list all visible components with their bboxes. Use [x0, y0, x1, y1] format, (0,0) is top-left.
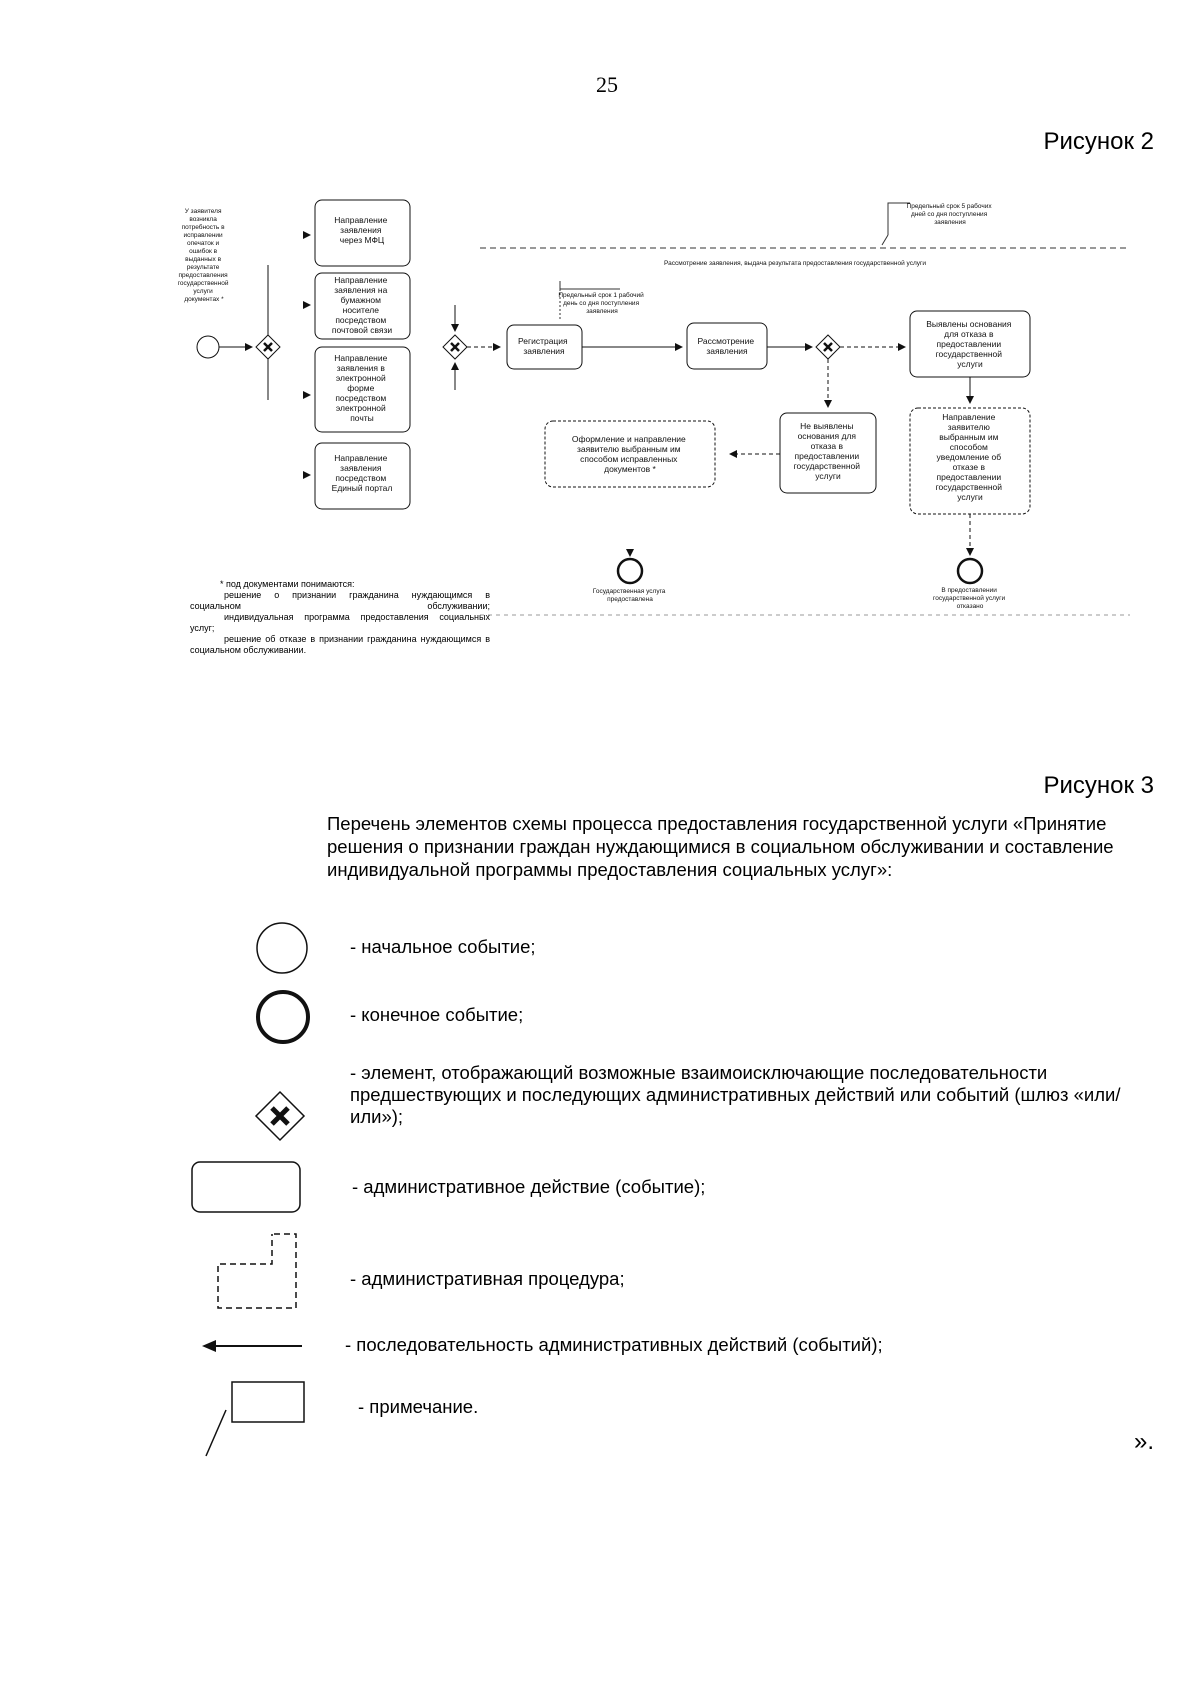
legend-item-start-event: - начальное событие;	[180, 918, 1140, 978]
end-event-icon	[254, 988, 312, 1046]
svg-text:Предельный срок 1 рабочий: Предельный срок 1 рабочий день со дня поступления заявления	[558, 292, 644, 315]
start-event-icon	[254, 920, 310, 976]
footnote-head: * под документами понимаются:	[220, 579, 355, 589]
svg-text:Направление заявления: Направление заявления через МФЦ	[334, 215, 388, 245]
grounds-found-box	[910, 311, 1030, 377]
review-procedure-label: Рассмотрение заявления, выдача результата предоставления государственной услуги	[664, 260, 926, 267]
annotation-icon	[200, 1380, 310, 1460]
svg-text:Рассмотрение заявления: Рассмотрение заявления	[697, 336, 755, 356]
start-condition-label: У заявителя возникла потребность в исправлении опечаток и ошибок в выданных в результате предоставления государственной услуги документах *	[177, 208, 229, 303]
rounded-rect-icon	[190, 1160, 302, 1214]
legend-item-procedure: - административная процедура;	[180, 1232, 1140, 1312]
svg-text:Предельный срок 5 рабочих: Предельный срок 5 рабочих дней со дня поступления заявления	[906, 203, 992, 226]
diagram-footnote	[190, 579, 490, 656]
start-event	[197, 336, 219, 358]
legend-heading: Перечень элементов схемы процесса предоставления государственной услуги «Принятие решения о признании граждан нуждающимися в социальном обслуживании и составление индивидуальной программы предоставления социальных услуг»:	[327, 813, 1114, 880]
svg-text:Направление заявления в: Направление заявления в электронной форме посредством электронной почты	[334, 353, 388, 423]
legend-item-gateway: - элемент, отображающий возможные взаимоисключающие последовательности предшествующих и последующих административных действий или событий (шлюз «или/или»);	[180, 1062, 1140, 1142]
issue-corrected-docs-box	[545, 421, 715, 487]
channel-portal	[306, 443, 410, 509]
legend-item-end-event: - конечное событие;	[180, 988, 1140, 1048]
exclusive-gateway-icon	[252, 1090, 308, 1142]
gateway-3	[816, 335, 840, 359]
channel-post	[306, 273, 410, 339]
dashed-procedure-icon	[214, 1232, 304, 1312]
review-box	[687, 323, 767, 369]
legend-item-annotation: - примечание.	[180, 1380, 1140, 1460]
arrow-left-icon	[200, 1336, 304, 1356]
closing-quote: ».	[1133, 1428, 1154, 1455]
end-provided-label: Государственная услуга предоставлена	[592, 588, 666, 603]
gateway-1	[256, 335, 280, 359]
footnote-item: решение о признании гражданина нуждающимся в социальном обслуживании;	[190, 590, 490, 611]
annotation-term-5-days	[882, 202, 993, 245]
svg-text:Направление заявления: Направление заявления посредством Единый портал	[331, 453, 393, 493]
figure-3-title: Рисунок 3	[1043, 772, 1154, 799]
svg-text:Оформление и направление: Оформление и направление заявителю выбранным им способом исправленных документов *	[571, 434, 686, 474]
channel-mfc	[306, 200, 410, 266]
legend-item-action: - административное действие (событие);	[180, 1160, 1140, 1216]
svg-text:Регистрация заявления: Регистрация заявления	[517, 336, 568, 356]
grounds-not-found-box	[780, 413, 876, 493]
end-event-refused	[958, 559, 982, 583]
svg-text:Не выявлены основания дл: Не выявлены основания для отказа в предоставлении государственной услуги	[793, 421, 861, 481]
footnote-item: решение об отказе в признании гражданина нуждающимся в социальном обслуживании.	[190, 634, 490, 655]
page-number: 25	[596, 72, 618, 97]
footnote-item: индивидуальная программа предоставления социальных услуг;	[190, 612, 490, 633]
end-refused-label: В предоставлении государственной услуги отказано	[933, 587, 1006, 610]
end-event-provided	[618, 559, 642, 583]
gateway-2	[443, 335, 467, 359]
registration-box	[507, 325, 582, 369]
legend-item-sequence: - последовательность административных действий (событий);	[180, 1328, 1140, 1368]
svg-text:Направление заявления на: Направление заявления на бумажном носителе посредством почтовой связи	[331, 275, 393, 335]
svg-text:Направление заявителю: Направление заявителю выбранным им способом уведомление об отказе в предоставлении государственной услуги	[935, 412, 1003, 502]
svg-text:Выявлены основания для о: Выявлены основания для отказа в предоставлении государственной услуги	[926, 319, 1012, 369]
figure-2-title: Рисунок 2	[1043, 128, 1154, 155]
annotation-term-1-day	[558, 281, 645, 320]
notify-refusal-box	[910, 408, 1030, 514]
channel-email	[306, 347, 410, 432]
